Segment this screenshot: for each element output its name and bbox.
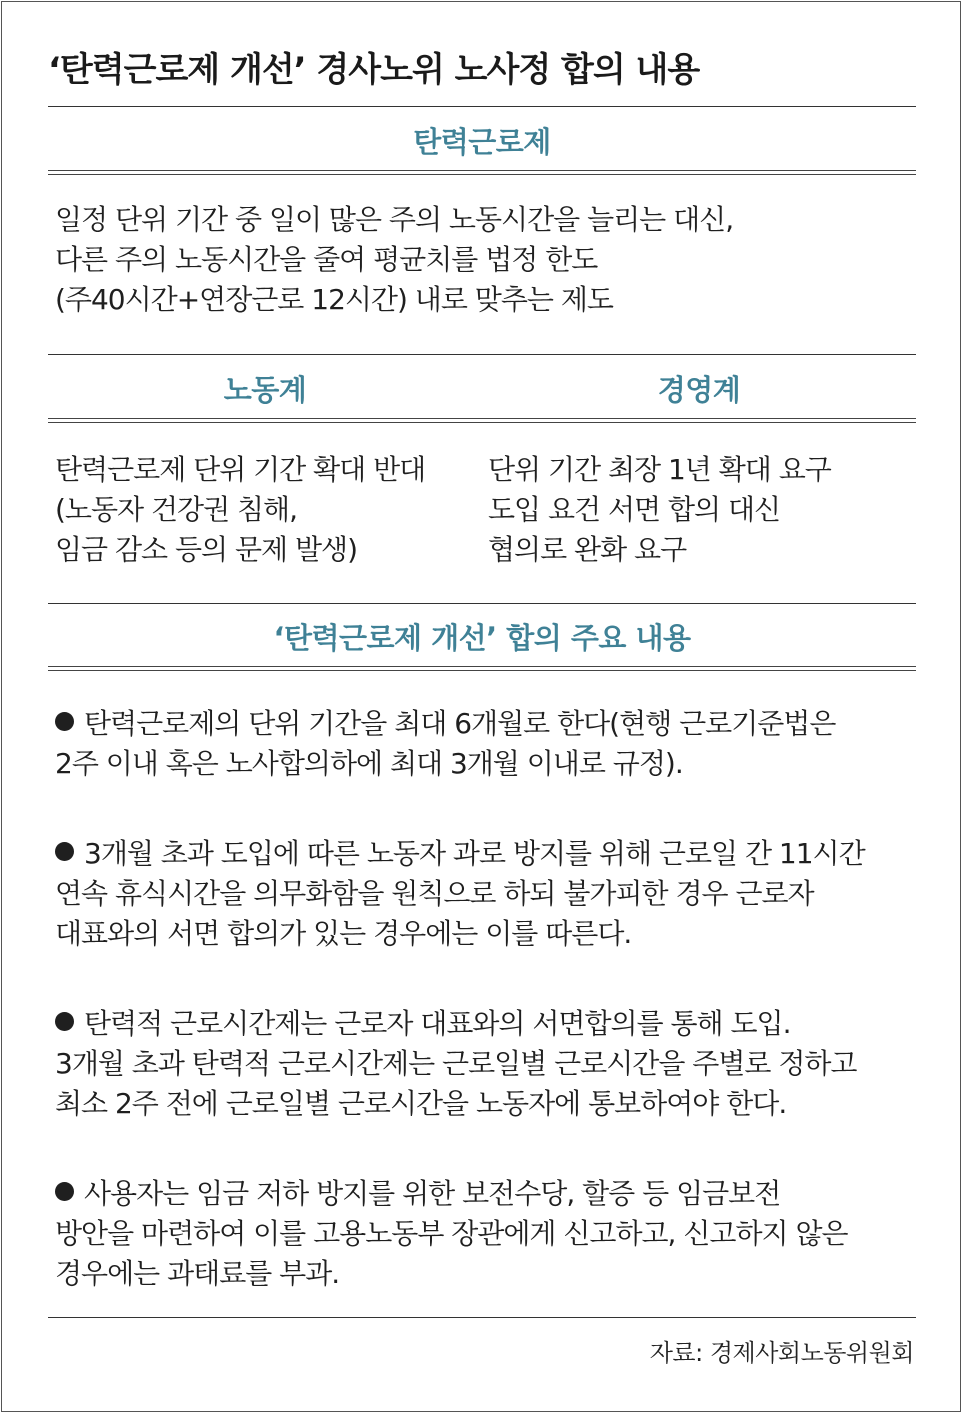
definition-line: (주40시간+연장근로 12시간) 내로 맞추는 제도 <box>55 283 613 316</box>
agreement-item <box>55 1004 915 1124</box>
agreement-list <box>55 704 915 1344</box>
page-title: ‘탄력근로제 개선’ 경사노위 노사정 합의 내용 <box>48 50 700 90</box>
divider <box>48 603 916 604</box>
management-position <box>488 450 831 570</box>
divider <box>48 354 916 355</box>
agreement-line: 탄력적 근로시간제는 근로자 대표와의 서면합의를 통해 도입. <box>84 1007 791 1040</box>
management-heading: 경영계 <box>657 373 741 407</box>
bullet-dot <box>55 712 74 731</box>
labor-position <box>55 450 425 570</box>
agreement-item <box>55 1174 915 1294</box>
agreement-line: 사용자는 임금 저하 방지를 위한 보전수당, 할증 등 임금보전 <box>84 1177 781 1210</box>
agreement-line: 대표와의 서면 합의가 있는 경우에는 이를 따른다. <box>55 917 632 950</box>
management-line: 단위 기간 최장 1년 확대 요구 <box>488 453 831 486</box>
agreement-line: 최소 2주 전에 근로일별 근로시간을 노동자에 통보하여야 한다. <box>55 1087 787 1120</box>
bullet-dot <box>55 842 74 861</box>
management-line: 도입 요건 서면 합의 대신 <box>488 493 781 526</box>
bullet-dot <box>55 1182 74 1201</box>
labor-line: (노동자 건강권 침해, <box>55 493 298 526</box>
agreement-item <box>55 704 915 784</box>
labor-line: 임금 감소 등의 문제 발생) <box>55 533 358 566</box>
agreement-line: 방안을 마련하여 이를 고용노동부 장관에게 신고하고, 신고하지 않은 <box>55 1217 848 1250</box>
source-credit: 자료: 경제사회노동위원회 <box>649 1339 914 1367</box>
double-divider <box>48 170 916 175</box>
definition-line: 다른 주의 노동시간을 줄여 평균치를 법정 한도 <box>55 243 598 276</box>
double-divider <box>48 418 916 423</box>
agreement-item <box>55 834 915 954</box>
management-line: 협의로 완화 요구 <box>488 533 687 566</box>
agreement-heading: ‘탄력근로제 개선’ 합의 주요 내용 <box>273 621 691 655</box>
agreement-line: 2주 이내 혹은 노사합의하에 최대 3개월 이내로 규정). <box>55 747 683 780</box>
labor-line: 탄력근로제 단위 기간 확대 반대 <box>55 453 426 486</box>
double-divider <box>48 666 916 671</box>
definition-line: 일정 단위 기간 중 일이 많은 주의 노동시간을 늘리는 대신, <box>55 203 734 236</box>
definition-text <box>55 200 733 320</box>
divider <box>48 106 916 107</box>
agreement-line: 3개월 초과 도입에 따른 노동자 과로 방지를 위해 근로일 간 11시간 <box>84 837 865 870</box>
agreement-line: 탄력근로제의 단위 기간을 최대 6개월로 한다(현행 근로기준법은 <box>84 707 836 740</box>
labor-heading: 노동계 <box>223 373 307 407</box>
agreement-line: 연속 휴식시간을 의무화함을 원칙으로 하되 불가피한 경우 근로자 <box>55 877 814 910</box>
divider <box>48 1317 916 1318</box>
section-heading-flex-work: 탄력근로제 <box>413 125 551 159</box>
bullet-dot <box>55 1012 74 1031</box>
agreement-line: 경우에는 과태료를 부과. <box>55 1257 340 1290</box>
agreement-line: 3개월 초과 탄력적 근로시간제는 근로일별 근로시간을 주별로 정하고 <box>55 1047 857 1080</box>
